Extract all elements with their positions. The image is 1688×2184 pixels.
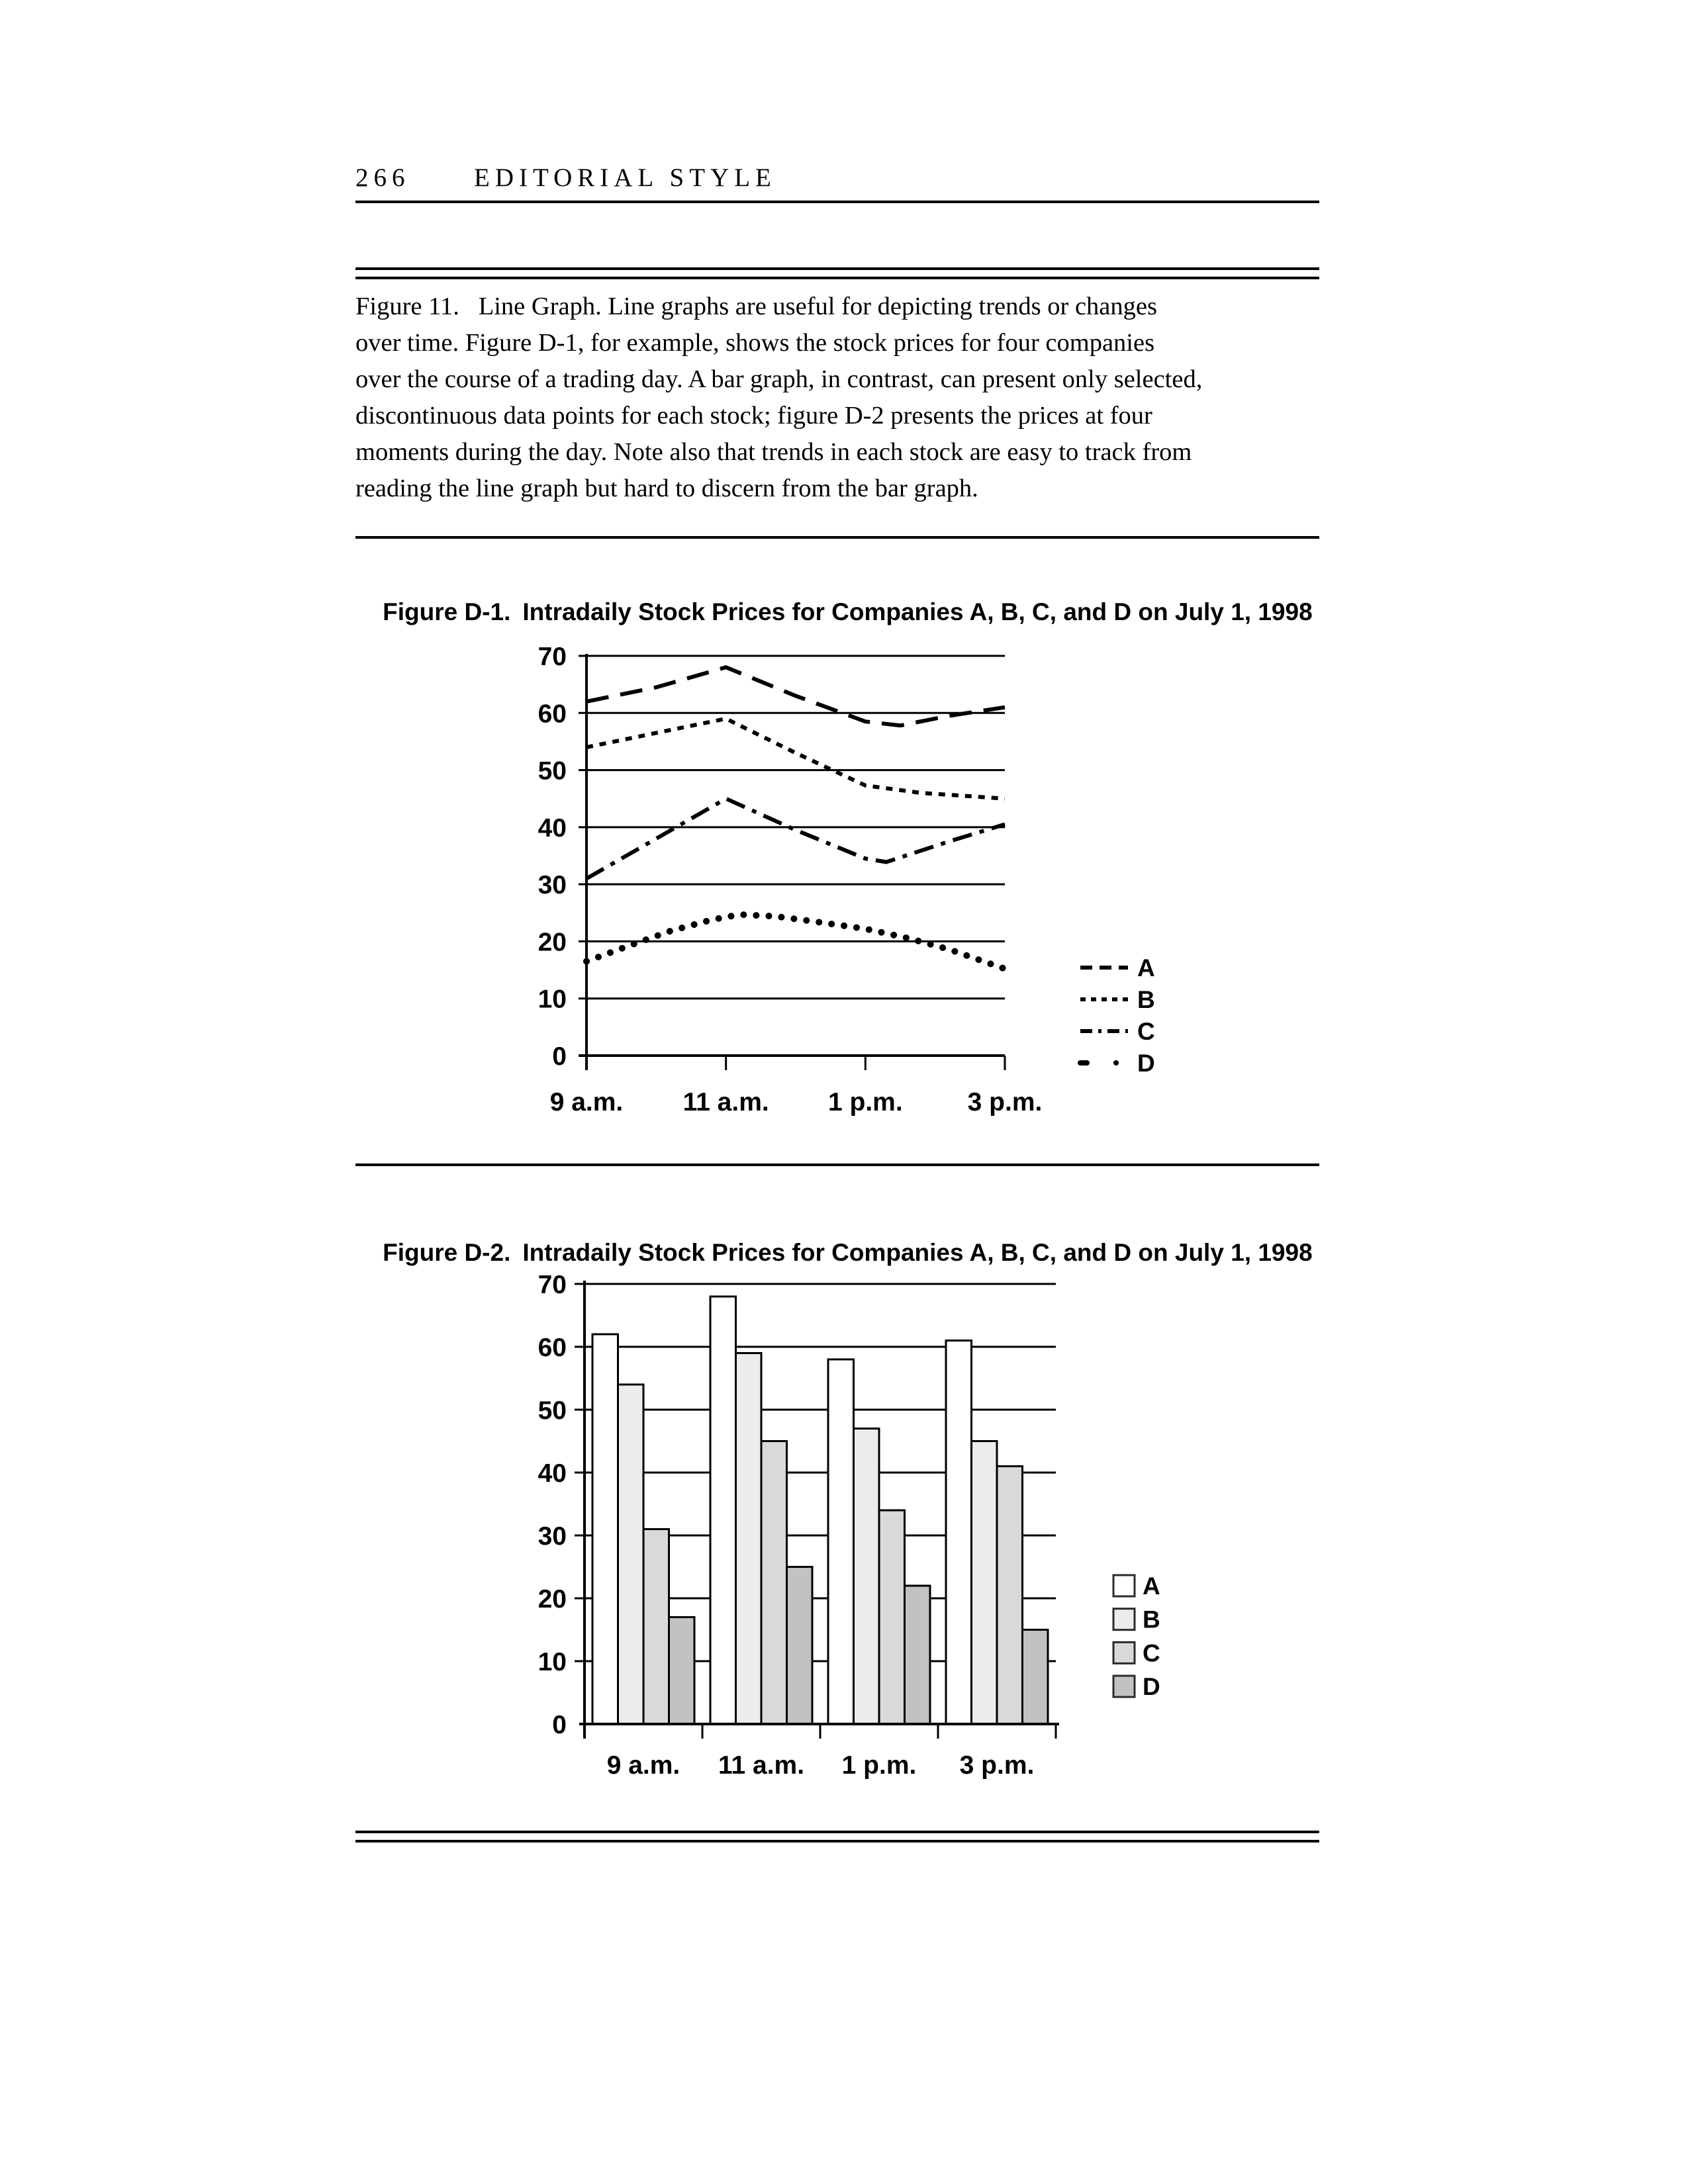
legend-swatch-B [1113, 1609, 1135, 1630]
bar-B-1 p.m. [854, 1429, 880, 1725]
legend-label-A: A [1137, 954, 1155, 981]
x-tick-label: 3 p.m. [959, 1751, 1035, 1780]
legend-swatch-C [1113, 1642, 1135, 1663]
legend-label-C: C [1137, 1018, 1155, 1045]
bar-D-3 p.m. [1023, 1630, 1049, 1725]
bar-A-11 a.m. [710, 1297, 736, 1724]
figure-d2-bar-chart [344, 1251, 1205, 1800]
header-rule [355, 201, 1319, 203]
bar-B-9 a.m. [618, 1385, 644, 1724]
x-tick-label: 9 a.m. [549, 1088, 624, 1116]
y-tick-label: 20 [538, 1585, 567, 1614]
y-tick-label: 60 [538, 700, 567, 729]
x-tick-label: 11 a.m. [682, 1088, 769, 1116]
x-tick-label: 9 a.m. [606, 1751, 680, 1780]
x-tick-label: 1 p.m. [841, 1751, 917, 1780]
y-tick-label: 50 [538, 756, 567, 786]
figure-d1-line-chart [344, 615, 1205, 1132]
y-tick-label: 70 [538, 1271, 567, 1299]
bar-C-9 a.m. [643, 1529, 669, 1725]
divider-rule-1 [355, 536, 1319, 539]
legend-label-D: D [1137, 1050, 1155, 1077]
series-line-A [586, 667, 1005, 725]
figure-box-bottom-rule-2 [355, 1840, 1319, 1843]
legend-label-B: B [1137, 986, 1155, 1013]
legend-swatch-D [1113, 1676, 1135, 1697]
figure-box-bottom-rule-1 [355, 1831, 1319, 1833]
figure-note-line: Figure 11. Line Graph. Line graphs are useful for depicting trends or changes [355, 293, 1157, 320]
figure-d2-caption-title: Intradaily Stock Prices for Companies A, B, C, and D on July 1, 1998 [522, 1239, 1313, 1266]
divider-rule-2 [355, 1163, 1319, 1166]
x-tick-label: 1 p.m. [827, 1088, 903, 1116]
bar-B-11 a.m. [736, 1353, 762, 1725]
legend-label-B: B [1143, 1606, 1160, 1633]
y-tick-label: 0 [552, 1711, 567, 1739]
y-tick-label: 30 [538, 1522, 567, 1551]
figure-note-line: over the course of a trading day. A bar graph, in contrast, can present only selected, [355, 365, 1203, 393]
bar-C-1 p.m. [879, 1510, 905, 1724]
y-tick-label: 60 [538, 1334, 567, 1362]
figure-d1-caption-label: Figure D-1. [383, 598, 511, 625]
x-tick-label: 11 a.m. [718, 1751, 805, 1780]
y-tick-label: 0 [552, 1042, 567, 1071]
y-tick-label: 40 [538, 813, 567, 842]
y-tick-label: 10 [538, 1648, 567, 1676]
y-tick-label: 40 [538, 1459, 567, 1488]
bar-D-9 a.m. [669, 1617, 695, 1725]
running-head: EDITORIAL STYLE [474, 163, 776, 192]
legend-label-A: A [1143, 1572, 1160, 1600]
figure-box-top-rule-2 [355, 277, 1319, 279]
bar-D-1 p.m. [905, 1586, 931, 1724]
legend-swatch-A [1113, 1575, 1135, 1596]
page-number: 266 [355, 163, 410, 192]
bar-B-3 p.m. [972, 1441, 998, 1725]
figure-d2-caption-label: Figure D-2. [383, 1239, 511, 1266]
figure-note-line: discontinuous data points for each stock; figure D-2 presents the prices at four [355, 402, 1152, 430]
figure-box-top-rule-1 [355, 267, 1319, 270]
y-tick-label: 30 [538, 871, 567, 900]
figure-note [355, 289, 1348, 507]
legend-label-C: C [1143, 1639, 1160, 1667]
figure-note-line: over time. Figure D-1, for example, shows the stock prices for four companies [355, 329, 1155, 357]
y-tick-label: 50 [538, 1396, 567, 1425]
y-tick-label: 20 [538, 928, 567, 957]
bar-C-3 p.m. [997, 1467, 1023, 1725]
bar-C-11 a.m. [761, 1441, 787, 1725]
figure-d1-caption-title: Intradaily Stock Prices for Companies A, B, C, and D on July 1, 1998 [522, 598, 1313, 625]
bar-A-9 a.m. [592, 1334, 618, 1724]
figure-note-line: moments during the day. Note also that trends in each stock are easy to track from [355, 438, 1192, 466]
bar-A-3 p.m. [946, 1341, 972, 1725]
bar-A-1 p.m. [828, 1359, 854, 1724]
series-line-C [586, 799, 1005, 879]
figure-note-line: reading the line graph but hard to discern from the bar graph. [355, 475, 978, 502]
x-tick-label: 3 p.m. [967, 1088, 1043, 1116]
y-tick-label: 70 [538, 643, 567, 671]
y-tick-label: 10 [538, 985, 567, 1014]
series-line-B [586, 719, 1005, 799]
bar-D-11 a.m. [787, 1567, 813, 1725]
legend-label-D: D [1143, 1673, 1160, 1701]
